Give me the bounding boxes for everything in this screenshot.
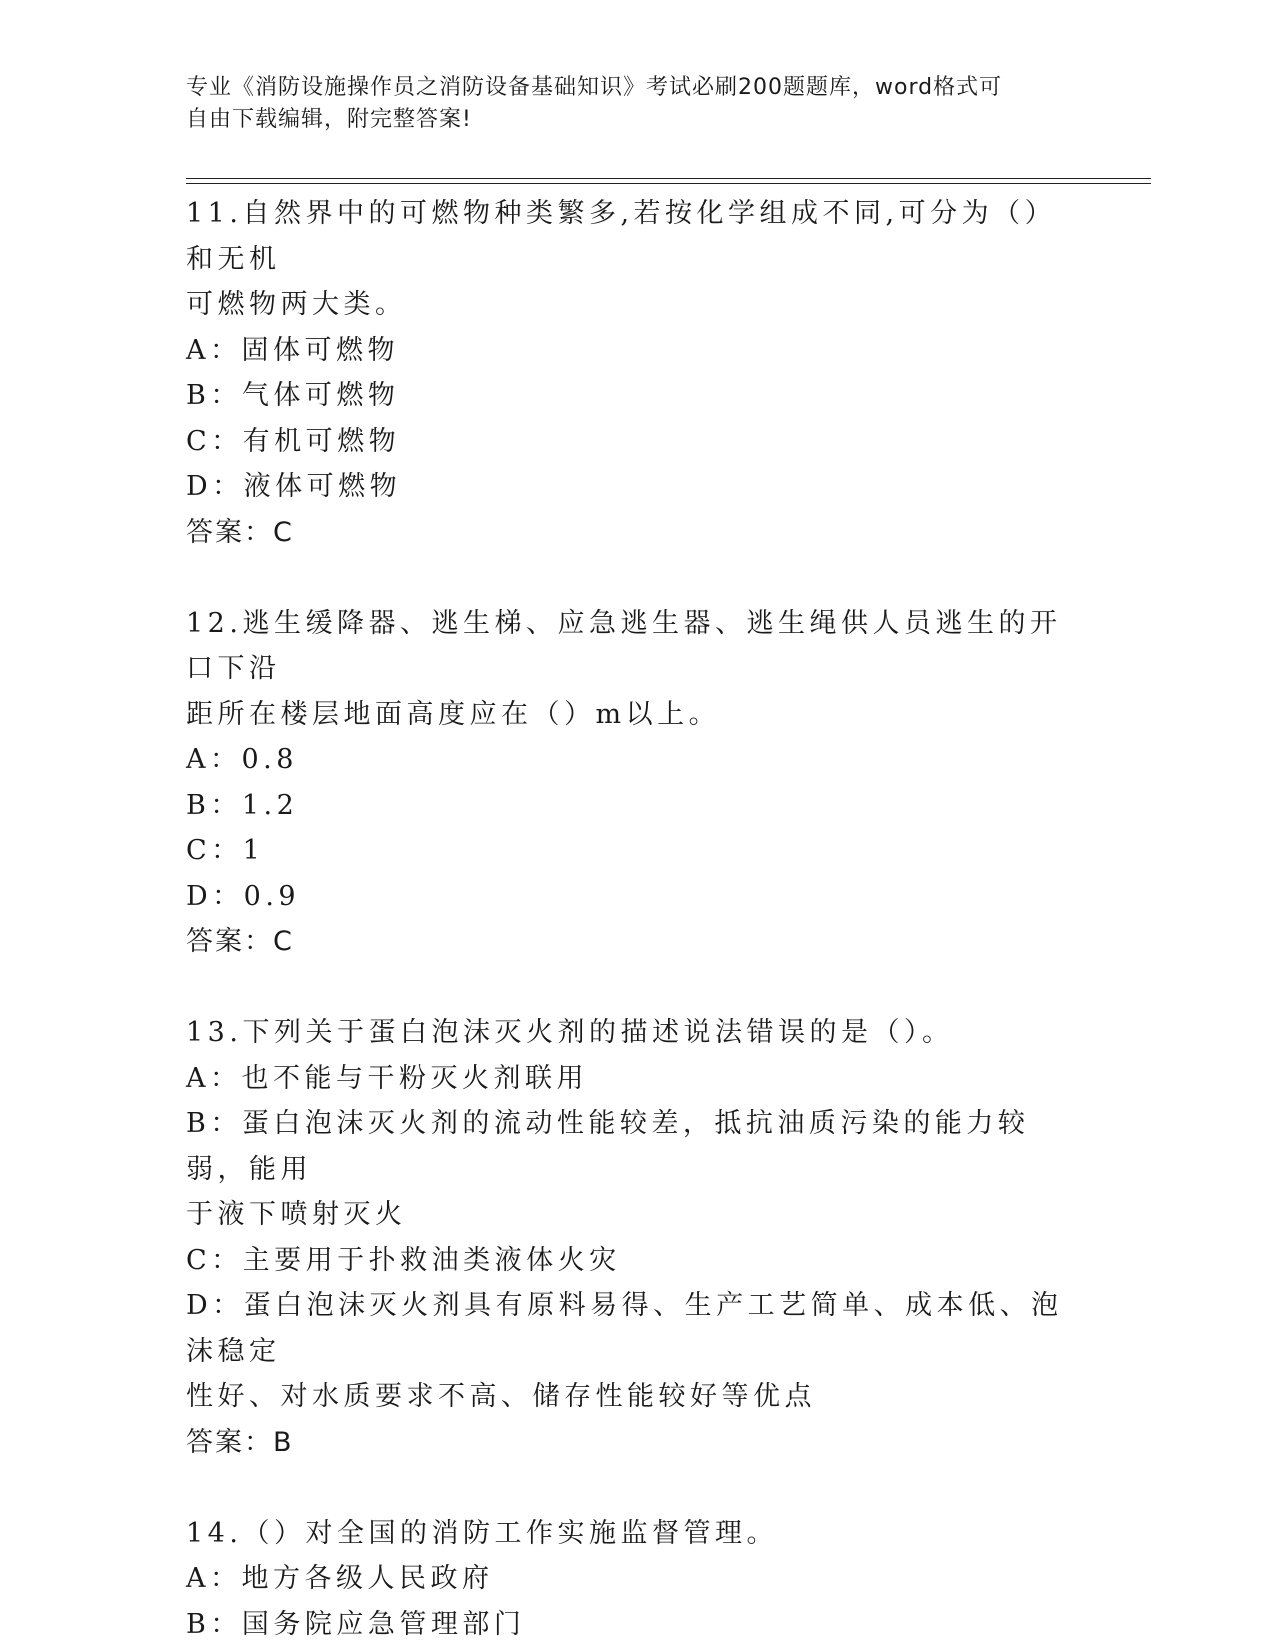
option-b: B：气体可燃物 (186, 380, 400, 411)
question-stem: 13.下列关于蛋白泡沫灭火剂的描述说法错误的是（）。 (186, 1017, 954, 1048)
option-b: B：蛋白泡沫灭火剂的流动性能较差，抵抗油质污染的能力较弱，能用 (186, 1108, 1030, 1185)
option-c: C：主要用于扑救油类液体火灾 (186, 1244, 621, 1276)
option-d: D：液体可燃物 (186, 471, 402, 502)
option-a: A：0.8 (186, 744, 298, 775)
answer-label: 答案：B (186, 1426, 294, 1458)
question-stem: 14.（）对全国的消防工作实施监督管理。 (186, 1517, 778, 1549)
option-d: D：0.9 (186, 880, 301, 912)
header-divider (186, 183, 1151, 184)
option-c: C：有机可燃物 (186, 425, 401, 457)
header-line: 专业《消防设施操作员之消防设备基础知识》考试必刷200题题库，word格式可 (186, 75, 1003, 100)
option-d: D：蛋白泡沫灭火剂具有原料易得、生产工艺简单、成本低、泡沫稳定 (186, 1290, 1063, 1367)
option-b: B：国务院应急管理部门 (186, 1608, 526, 1640)
question-12 (186, 601, 1086, 965)
option-d-continued: 性好、对水质要求不高、储存性能较好等优点 (186, 1381, 816, 1412)
question-stem: 12.逃生缓降器、逃生梯、应急逃生器、逃生绳供人员逃生的开口下沿 (186, 607, 1062, 684)
option-a: A：固体可燃物 (186, 334, 399, 366)
question-stem: 距所在楼层地面高度应在（）m以上。 (186, 698, 721, 730)
option-b-continued: 于液下喷射灭火 (186, 1199, 407, 1230)
question-13 (186, 1010, 1086, 1465)
question-11 (186, 191, 1086, 555)
question-14 (186, 1511, 1086, 1648)
answer-label: 答案：C (186, 516, 294, 548)
question-stem: 可燃物两大类。 (186, 289, 407, 320)
option-a: A：也不能与干粉灭火剂联用 (186, 1062, 588, 1094)
document-header (186, 72, 1066, 136)
header-divider (186, 178, 1151, 179)
option-b: B：1.2 (186, 789, 299, 821)
option-a: A：地方各级人民政府 (186, 1563, 494, 1594)
option-c: C：1 (186, 835, 265, 866)
question-list (186, 191, 1086, 1647)
question-stem: 11.自然界中的可燃物种类繁多,若按化学组成不同,可分为（）和无机 (186, 198, 1057, 275)
answer-label: 答案：C (186, 926, 294, 957)
header-line: 自由下载编辑，附完整答案! (186, 107, 472, 132)
